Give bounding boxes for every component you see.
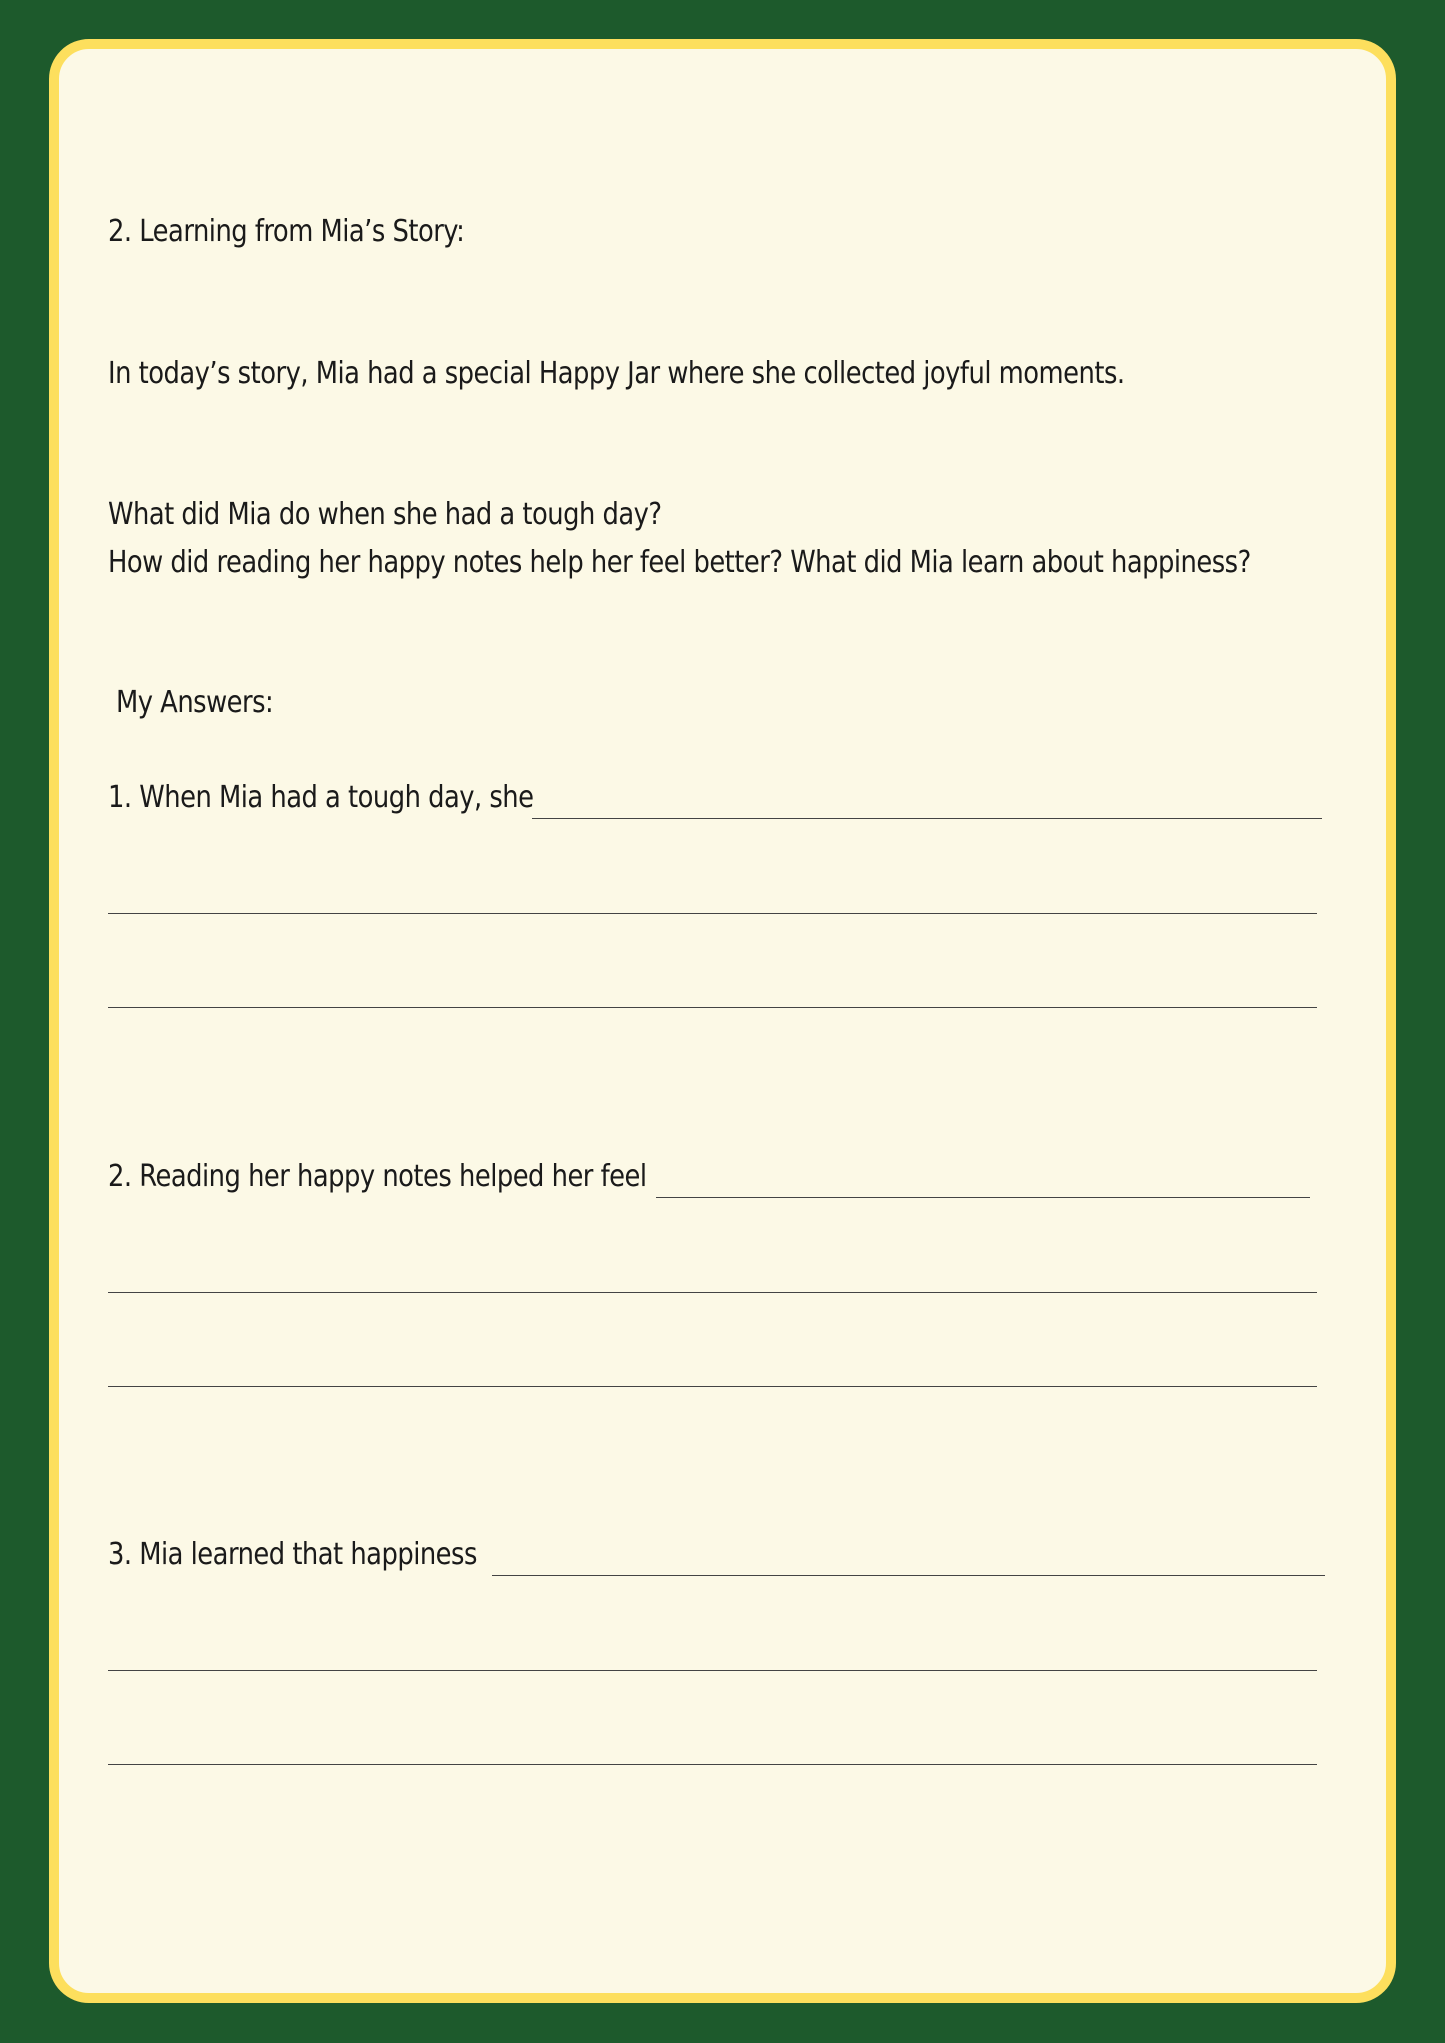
answer-prompt-2: 2. Reading her happy notes helped her feel <box>108 1159 647 1194</box>
answer-3-line-3[interactable] <box>108 1764 1317 1765</box>
worksheet-card <box>49 39 1396 2003</box>
question-2: How did reading her happy notes help her feel better? What did Mia learn about happiness? <box>108 545 1251 580</box>
answer-1-line-2[interactable] <box>108 913 1317 914</box>
question-1: What did Mia do when she had a tough day? <box>108 497 662 532</box>
answer-2-line-3[interactable] <box>108 1386 1317 1387</box>
answer-prompt-1: 1. When Mia had a tough day, she <box>108 780 534 815</box>
story-intro: In today’s story, Mia had a special Happy Jar where she collected joyful moments. <box>108 356 1125 391</box>
answer-3-line-2[interactable] <box>108 1670 1317 1671</box>
answer-1-inline-line[interactable] <box>532 818 1322 819</box>
section-title: 2. Learning from Mia’s Story: <box>108 214 465 249</box>
answer-2-inline-line[interactable] <box>656 1197 1310 1198</box>
answer-1-line-3[interactable] <box>108 1007 1317 1008</box>
answer-3-inline-line[interactable] <box>492 1575 1325 1576</box>
answers-heading: My Answers: <box>116 685 274 720</box>
answer-2-line-2[interactable] <box>108 1292 1317 1293</box>
answer-prompt-3: 3. Mia learned that happiness <box>108 1537 477 1572</box>
